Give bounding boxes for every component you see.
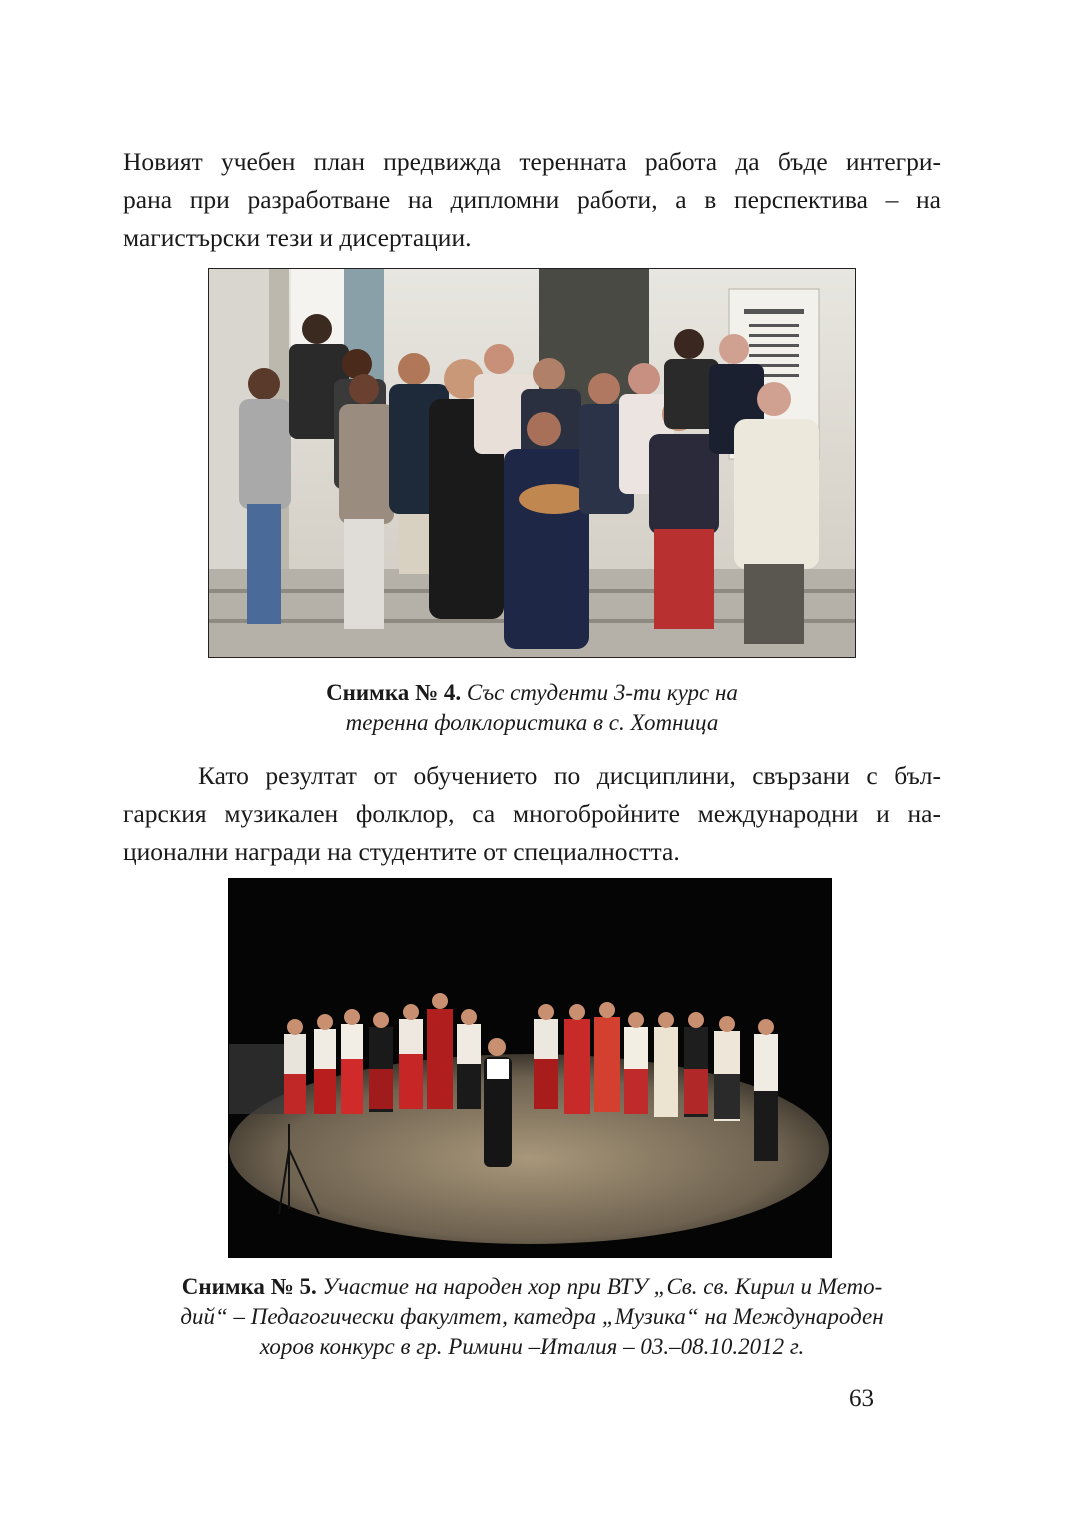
- caption-line: [123, 1272, 941, 1302]
- photo-students-hotnitsa: [208, 268, 856, 658]
- paragraph-line: гарския музикален фолклор, са многобройните международни и на-: [123, 799, 941, 828]
- page-number: 63: [849, 1385, 874, 1412]
- caption-text: Участие на народен хор при ВТУ „Св. св. Кирил и Мето-: [322, 1274, 883, 1299]
- caption-figure-5: [123, 1272, 941, 1362]
- caption-line: [123, 1332, 941, 1362]
- caption-figure-4: [123, 678, 941, 738]
- caption-text: Със студенти 3-ти курс на: [466, 680, 738, 705]
- paragraph-line: Като резултат от обучението по дисциплини, свързани с бъл-: [198, 761, 941, 790]
- caption-line: [123, 678, 941, 708]
- photo-folk-choir-rimini: [228, 878, 832, 1258]
- figure-label: Снимка № 4.: [326, 680, 462, 705]
- paragraph-line: рана при разработване на дипломни работи, а в перспектива – на: [123, 185, 941, 214]
- paragraph-line: Новият учебен план предвижда теренната работа да бъде интегри-: [123, 147, 941, 176]
- paragraph-line: магистърски тези и дисертации.: [123, 223, 472, 252]
- paragraph-awards: [123, 757, 941, 871]
- caption-line: [123, 708, 941, 738]
- caption-text: теренна фолклористика в с. Хотница: [345, 710, 719, 735]
- caption-text: дий“ – Педагогически факултет, катедра „Музика“ на Международен: [180, 1304, 884, 1329]
- figure-label: Снимка № 5.: [181, 1274, 317, 1299]
- caption-line: [123, 1302, 941, 1332]
- caption-text: хоров конкурс в гр. Римини –Италия – 03.–08.10.2012 г.: [259, 1334, 805, 1359]
- paragraph-fieldwork: [123, 143, 941, 257]
- paragraph-line: ционални награди на студентите от специалността.: [123, 837, 680, 866]
